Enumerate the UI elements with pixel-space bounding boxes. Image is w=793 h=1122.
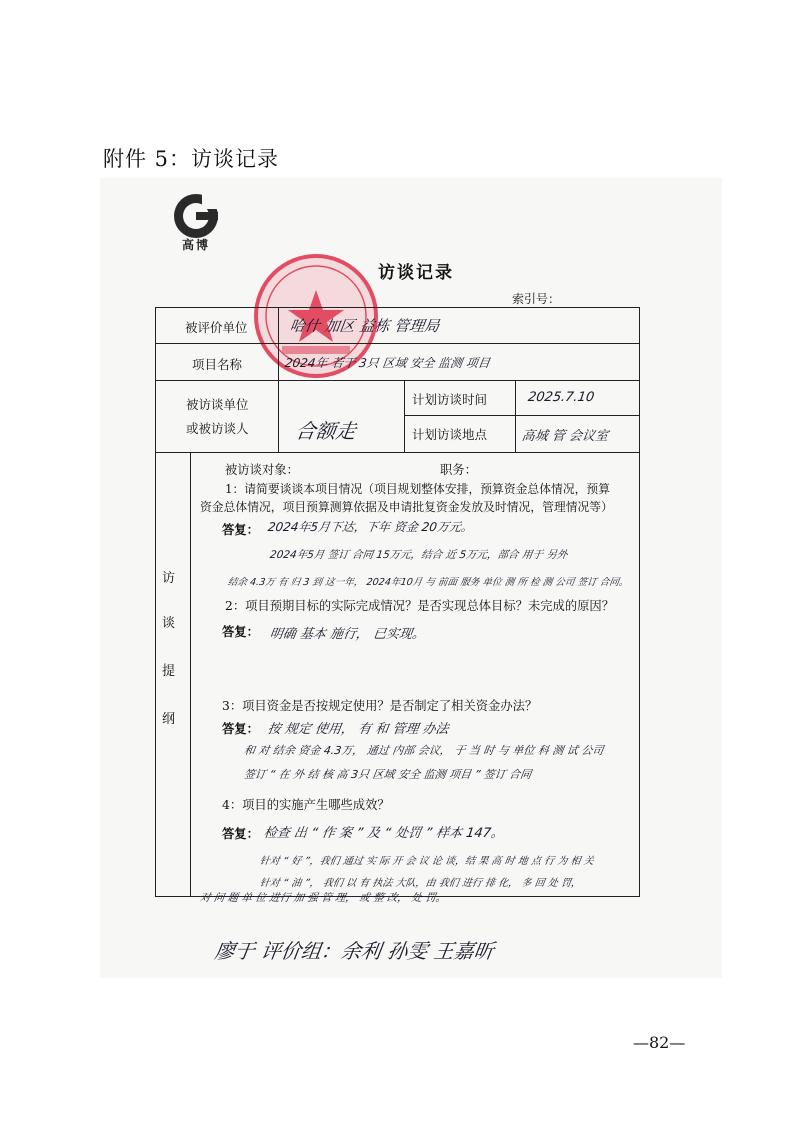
answer-4-line-2: 针对 “ 好 ”，我们 通过 实 际 开 会 议 论 谈，结 果 高 时 地 点 行 为 相 关 (258, 856, 595, 867)
plan-time-value: 2025.7.10 (526, 390, 596, 405)
question-3: 3：项目资金是否按规定使用？是否制定了相关资金办法？ (222, 699, 538, 713)
row-divider (155, 380, 640, 381)
target-label: 被访谈对象： (225, 463, 299, 477)
form-title: 访谈记录 (378, 263, 454, 283)
project-label: 项目名称 (192, 357, 243, 372)
question-2: 2：项目预期目标的实际完成情况？是否实现总体目标？未完成的原因？ (225, 599, 615, 613)
row-divider (404, 415, 640, 416)
col-divider (515, 380, 516, 452)
answer-4-line-4: 对 问 题 单 位 进行 加 强 管 理， 或 整 改， 处 罚。 (199, 892, 448, 904)
index-label: 索引号： (512, 292, 561, 306)
answer-4-line-3: 针对 “ 油 ”， 我们 以 有 执法 大队，由 我们 进行 排 化， 多 回 处 罚， (258, 878, 582, 889)
answer-label: 答复： (222, 522, 259, 537)
unit-label: 被评价单位 (185, 320, 248, 335)
answer-label: 答复： (222, 826, 259, 841)
project-value: 2024年 若干 3只 区域 安全 监测 项目 (283, 356, 491, 370)
question-4: 4：项目的实施产生哪些成效？ (222, 798, 390, 812)
interviewee-label-1: 被访谈单位 (186, 397, 249, 412)
plan-place-value: 高城 管 会议室 (520, 429, 610, 444)
row-divider (155, 343, 640, 344)
answer-1-line-3: 结余 4.3万 有 归 3 到 这一年， 2024年10月 与 前面 服务 单位 测 所 检 测 公司 签订 合同。 (227, 577, 630, 588)
answer-3-line-1: 按 规定 使用， 有 和 管理 办法 (266, 722, 450, 737)
col-divider (190, 452, 191, 897)
logo-text: 高博 (182, 238, 211, 252)
answer-1-line-2: 2024年5月 签订 合同 15万元，结合 近 5万元，部合 用于 另外 (269, 549, 569, 561)
side-label-char: 谈 (162, 616, 176, 631)
interviewee-label-2: 或被访谈人 (186, 421, 249, 436)
col-divider (404, 380, 405, 452)
row-divider (155, 452, 640, 453)
question-1-cont: 资金总体情况，项目预算测算依据及申请批复资金发放及时情况，管理情况等） (200, 500, 613, 514)
unit-value: 哈什 加区 益栋 管理局 (288, 317, 441, 335)
side-label-char: 提 (162, 664, 176, 679)
plan-time-label: 计划访谈时间 (412, 392, 488, 407)
question-1: 1：请简要谈谈本项目情况（项目规划整体安排，预算资金总体情况，预算 (225, 482, 611, 496)
answer-label: 答复： (222, 721, 259, 736)
col-divider (278, 307, 279, 452)
position-label: 职务： (440, 463, 477, 477)
answer-4-line-1: 检查 出 “ 作 案 ” 及 “ 处罚 ” 样本 147。 (262, 826, 505, 841)
answer-1-line-1: 2024年5月下达，下年 资金 20万元。 (266, 520, 474, 534)
answer-3-line-2: 和 对 结余 资金 4.3万， 通过 内部 会议， 于 当 时 与 单位 科 测 试 公司 (243, 744, 605, 757)
side-label-char: 纲 (162, 712, 176, 727)
answer-3-line-3: 签订 “ 在 外 结 核 高 3只 区域 安全 监测 项目 ” 签订 合同 (243, 768, 533, 781)
interviewee-value: 合额走 (294, 419, 358, 443)
side-label-char: 访 (162, 571, 176, 586)
answer-label: 答复： (222, 624, 259, 639)
answer-2: 明确 基本 施行， 已实现。 (268, 627, 427, 642)
plan-place-label: 计划访谈地点 (412, 427, 488, 442)
page-number: —82— (633, 1033, 686, 1052)
attachment-title: 附件 5：访谈记录 (103, 147, 280, 171)
signatures: 廖于 评价组：余利 孙雯 王嘉昕 (213, 939, 496, 963)
